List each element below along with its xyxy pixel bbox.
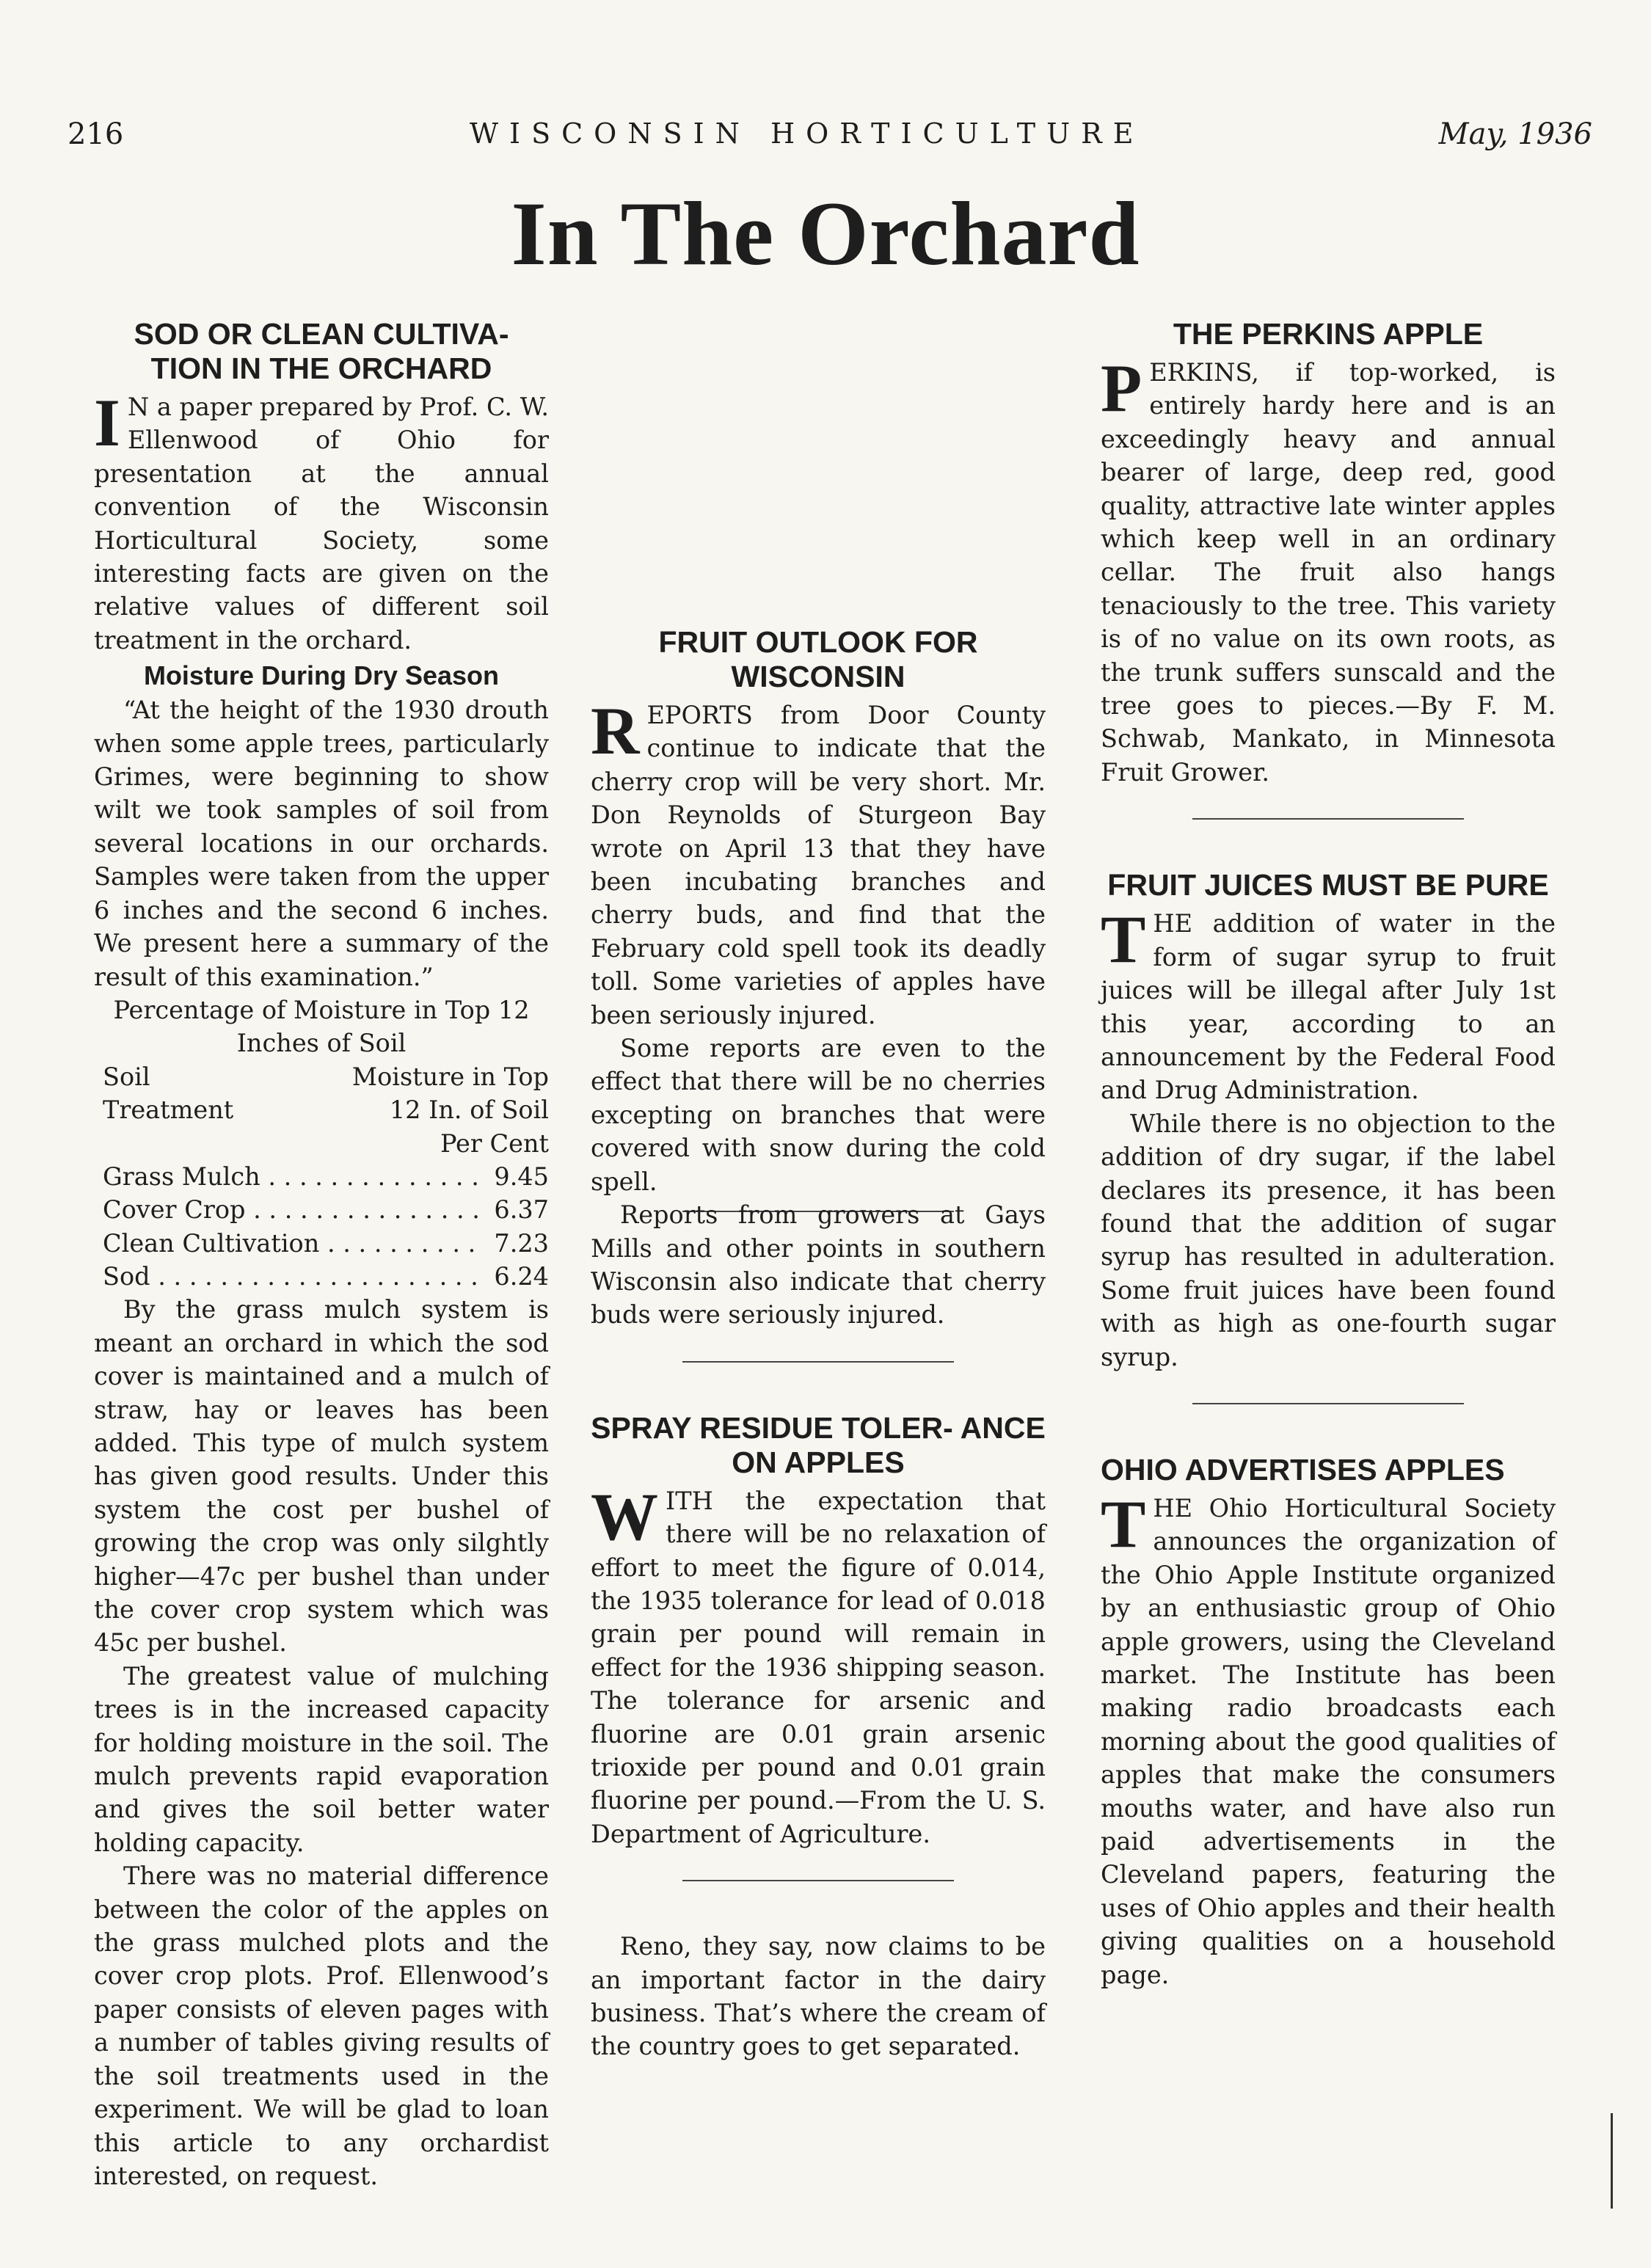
drop-cap: I bbox=[94, 385, 120, 460]
article-paragraph bbox=[1101, 1486, 1556, 1991]
row-value: 6.37 bbox=[494, 1195, 549, 1225]
article-title: FRUIT JUICES MUST BE PURE bbox=[1107, 868, 1549, 903]
paragraph-text: addition of water in the form of sugar syrup to fruit juices will be illegal after July 1st this year, according to an announcement by the Federal Food and Drug Administration. bbox=[1101, 909, 1556, 1105]
paragraph-text: Ohio Horticultural Society announces the organization of the Ohio Apple Institute organized by an enthusiastic group of Ohio apple growers, using the Cleveland market. The Institute has been making radio broadcasts each morning about the good qualities of apples that make the consumers mouths water, and have also run paid advertisements in the Cleveland papers, featuring the uses of Ohio apples and their health giving qualities on a household page. bbox=[1101, 1493, 1556, 1989]
section-divider bbox=[682, 1361, 954, 1363]
header-line: Per Cent bbox=[440, 1128, 549, 1158]
article-fruit-juices bbox=[1101, 868, 1556, 1374]
article-title: SPRAY RESIDUE TOLER- ANCE ON APPLES bbox=[591, 1410, 1046, 1479]
row-value: 9.45 bbox=[494, 1162, 549, 1191]
filler-reno bbox=[591, 1930, 1046, 2063]
journal-title: WISCONSIN HORTICULTURE bbox=[470, 117, 1145, 150]
column-2-content bbox=[591, 625, 1046, 2063]
margin-mark bbox=[1611, 2113, 1613, 2209]
paragraph-text: a paper prepared by Prof. C. W. Ellenwood of Ohio for presentation at the annual convention of the Wisconsin Horticultural Society, some interesting facts are given on the relative values of different soil treatment in the orchard. bbox=[94, 393, 549, 654]
table-header-treatment: Soil Treatment bbox=[103, 1062, 234, 1125]
lead-in: ERKINS, bbox=[1149, 358, 1259, 387]
row-label: Sod . . . bbox=[103, 1260, 484, 1293]
issue-date: May, 1936 bbox=[1438, 117, 1592, 151]
lead-in: ITH bbox=[666, 1486, 713, 1515]
row-value: 7.23 bbox=[494, 1228, 549, 1258]
table-title: Percentage of Moisture in Top 12 Inches of Soil bbox=[113, 995, 530, 1058]
lead-in: N bbox=[127, 393, 150, 421]
table-row bbox=[94, 1193, 549, 1226]
section-divider bbox=[682, 1880, 954, 1881]
article-paragraph: By the grass mulch system is meant an orchard in which the sod cover is maintained and a mulch of straw, hay or leaves has been added. This type of mulch system has given good results. Under this system the cost per bushel of growing the crop was only silghtly higher—47c per bushel than under the cover crop system which was 45c per bushel. bbox=[94, 1295, 549, 1658]
lead-in: HE bbox=[1153, 909, 1193, 938]
paragraph-text: if top-worked, is entirely hardy here and is an exceedingly heavy and annual bearer of large, deep red, good quality, attractive late winter apples which keep well in an ordinary cellar. The fruit also hangs tenaciously to the tree. This variety is of no value on its own roots, as the trunk suffers sunscald and the tree goes to pieces.—By F. M. Schwab, Mankato, in Minnesota Fruit Grower. bbox=[1101, 358, 1556, 787]
table-row bbox=[94, 1260, 549, 1293]
header-line: Moisture in Top bbox=[351, 1062, 549, 1091]
article-paragraph bbox=[591, 1478, 1046, 1851]
header-line: 12 In. of Soil bbox=[389, 1095, 549, 1125]
subheading: Moisture During Dry Season bbox=[143, 660, 500, 691]
article-paragraph: Reports from growers at Gays Mills and other points in southern Wisconsin also indicate that cherry buds were seriously injured. bbox=[591, 1200, 1046, 1330]
article-title: SOD OR CLEAN CULTIVA- TION IN THE ORCHARD bbox=[134, 317, 509, 385]
article-sod-or-clean-cultivation bbox=[94, 317, 549, 2192]
section-divider bbox=[1192, 818, 1464, 820]
row-label: Cover Crop . . . bbox=[103, 1193, 484, 1226]
running-head bbox=[0, 0, 1651, 176]
article-paragraph: Some reports are even to the effect that there will be no cherries excepting on branches that were covered with snow during the cold spell. bbox=[591, 1034, 1046, 1196]
drop-cap: T bbox=[1101, 902, 1146, 977]
lead-in: EPORTS bbox=[646, 701, 753, 729]
page-number: 216 bbox=[68, 117, 124, 151]
article-ohio-advertises bbox=[1101, 1453, 1556, 1991]
article-paragraph: While there is no objection to the addition of dry sugar, if the label declares its presence, it has been found that the addition of sugar syrup has resulted in adulteration. Some fruit juices have been found with as high as one-fourth sugar syrup. bbox=[1101, 1109, 1556, 1371]
section-masthead: In The Orchard bbox=[511, 183, 1140, 284]
column-1 bbox=[94, 317, 549, 2192]
table-header bbox=[94, 1060, 549, 1160]
article-title: OHIO ADVERTISES APPLES bbox=[1101, 1452, 1505, 1487]
table-row bbox=[94, 1227, 549, 1260]
article-paragraph bbox=[1101, 351, 1556, 789]
article-paragraph bbox=[1101, 902, 1556, 1106]
table-header-moisture bbox=[352, 1060, 549, 1160]
section-divider bbox=[1192, 1403, 1464, 1404]
table-body bbox=[94, 1160, 549, 1294]
row-label: Grass Mulch . . . bbox=[103, 1160, 484, 1193]
drop-cap: T bbox=[1101, 1486, 1146, 1561]
table-row bbox=[94, 1160, 549, 1193]
row-label: Clean Cultivation . . . bbox=[103, 1227, 484, 1260]
lead-in: HE bbox=[1153, 1493, 1193, 1523]
paragraph-text: the expectation that there will be no relaxation of effort to meet the figure of 0.014, the 1935 tolerance for lead of 0.018 grain per pound will remain in effect for the 1936 shipping season. The tolerance for arsenic and fluorine are 0.01 grain arsenic trioxide per pound and 0.01 grain fluorine per pound.—From the U. S. Department of Agriculture. bbox=[591, 1486, 1046, 1848]
article-paragraph: The greatest value of mulching trees is in the increased capacity for holding moisture in the soil. The mulch prevents rapid evaporation and gives the soil better water holding capacity. bbox=[94, 1661, 549, 1857]
article-paragraph bbox=[591, 693, 1046, 1032]
article-paragraph: “At the height of the 1930 drouth when some apple trees, particularly Grimes, were beginning to show wilt we took samples of soil from several locations in our orchards. Samples were taken from the upper 6 inches and the second 6 inches. We present here a summary of the result of this examination.” bbox=[94, 696, 549, 991]
moisture-table bbox=[94, 993, 549, 1293]
article-perkins-apple bbox=[1101, 317, 1556, 789]
drop-cap: R bbox=[591, 693, 640, 768]
article-spray-residue bbox=[591, 1411, 1046, 1851]
article-fruit-outlook bbox=[591, 625, 1046, 1332]
article-paragraph: There was no material difference between the color of the apples on the grass mulched plots and the cover crop plots. Prof. Ellenwood’s paper consists of eleven pages with a number of tables giving results of the soil treatments used in the experiment. We will be glad to loan this article to any orchardist interested, on request. bbox=[94, 1862, 549, 2190]
paragraph-text: from Door County continue to indicate that the cherry crop will be very short. Mr. Don Reynolds of Sturgeon Bay wrote on April 13 that they have been incubating branches and cherry buds, and find that the February cold spell took its deadly toll. Some varieties of apples have been seriously injured. bbox=[591, 701, 1046, 1029]
article-title: THE PERKINS APPLE bbox=[1173, 317, 1484, 351]
drop-cap: P bbox=[1101, 351, 1142, 426]
article-paragraph bbox=[94, 385, 549, 657]
row-value: 6.24 bbox=[494, 1261, 549, 1291]
drop-cap: W bbox=[591, 1478, 658, 1554]
article-title: FRUIT OUTLOOK FOR WISCONSIN bbox=[658, 625, 978, 693]
article-paragraph: Reno, they say, now claims to be an important factor in the dairy business. That’s where the cream of the country goes to get separated. bbox=[591, 1932, 1046, 2061]
column-3 bbox=[1101, 317, 1556, 1991]
